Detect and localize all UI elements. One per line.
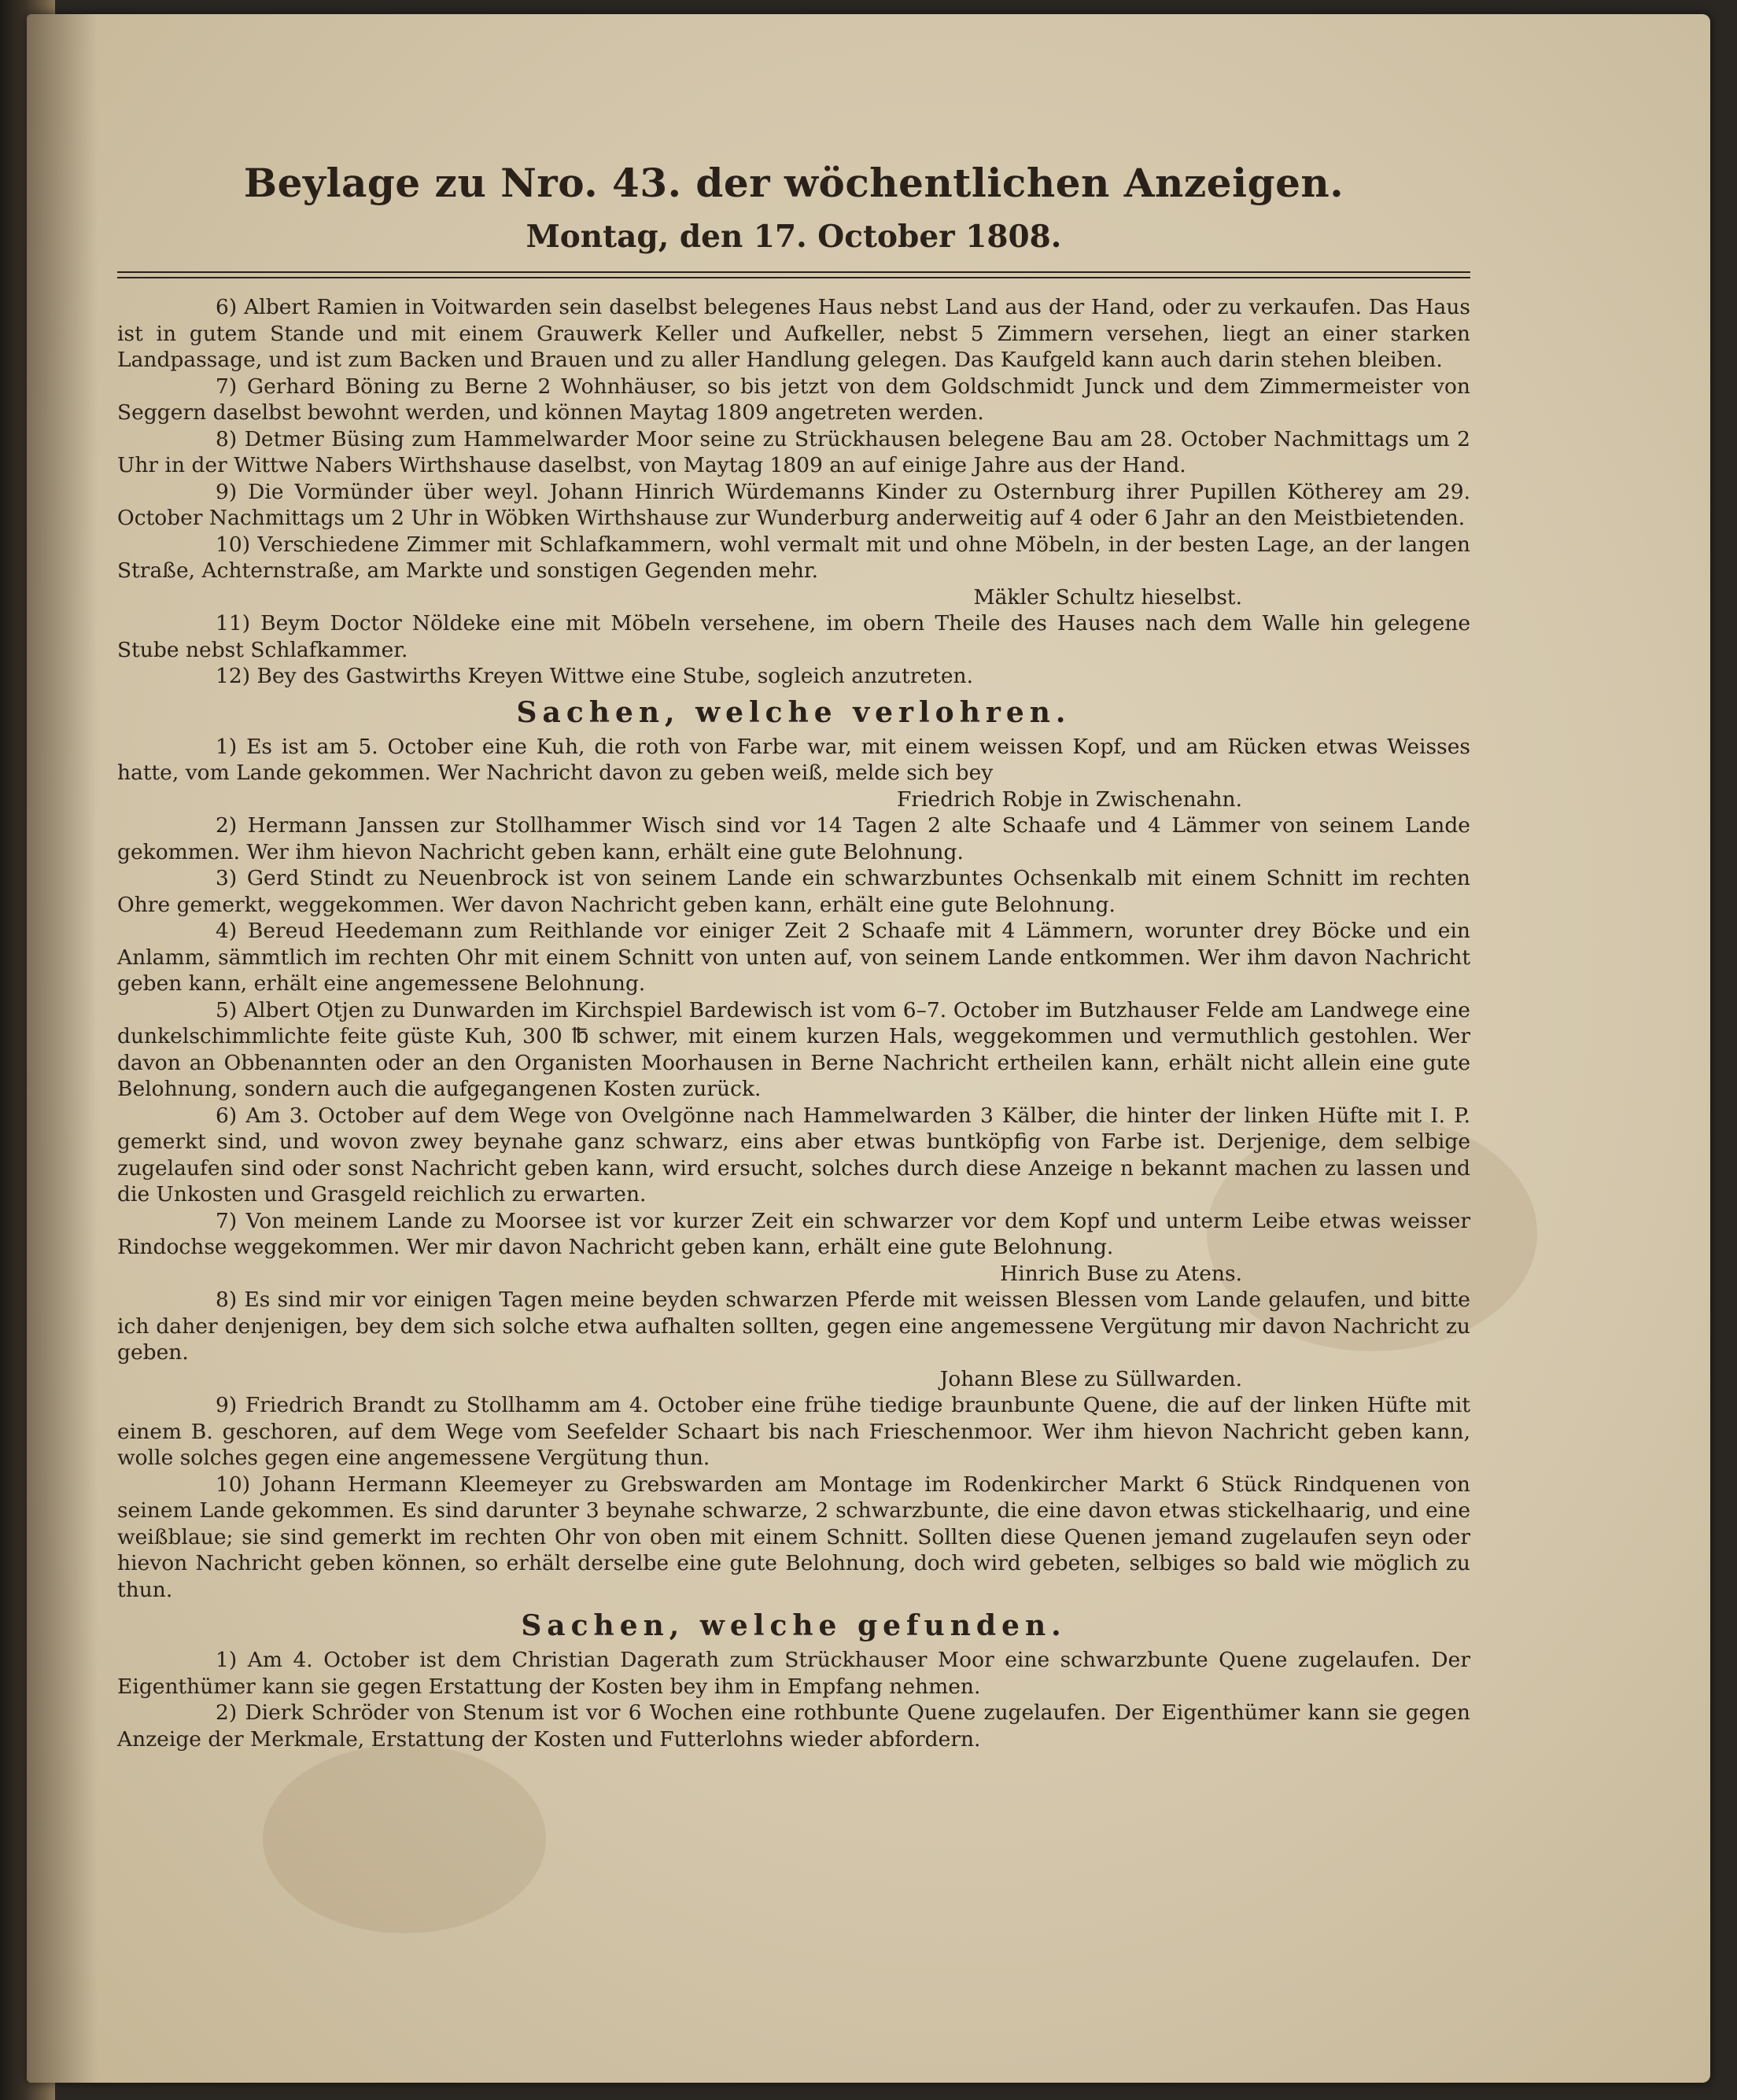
lost-entry-2: 2) Hermann Janssen zur Stollhammer Wisch sind vor 14 Tagen 2 alte Schaafe und 4 Lämmer von seinem Lande gekommen. Wer ihm hievon Nachricht geben kann, erhält eine gute Belohnung. [117,813,1470,864]
lost-entry-3: 3) Gerd Stindt zu Neuenbrock ist von seinem Lande ein schwarzbuntes Ochsenkalb mit einem Schnitt im rechten Ohre gemerkt, weggekommen. Wer davon Nachricht geben kann, erhält eine gute Belohnung. [117,866,1470,917]
entry-11: 11) Beym Doctor Nöldeke eine mit Möbeln versehene, im obern Theile des Hauses nach dem Walle hin gelegene Stube nebst Schlafkammer. [117,611,1470,662]
header-rule [117,271,1470,278]
found-entry-1: 1) Am 4. October ist dem Christian Dagerath zum Strückhauser Moor eine schwarzbunte Quene zugelaufen. Der Eigenthümer kann sie gegen Erstattung der Kosten bey ihm in Empfang nehmen. [117,1648,1470,1699]
entry-10-signature: Mäkler Schultz hieselbst. [973,584,1242,610]
document-page [27,14,1710,2083]
lost-entry-7-signature: Hinrich Buse zu Atens. [1000,1261,1242,1286]
document-date: Montag, den 17. October 1808. [526,219,1062,255]
entry-9: 9) Die Vormünder über weyl. Johann Hinrich Würdemanns Kinder zu Osternburg ihrer Pupillen Kötherey am 29. October Nachmittags um 2 Uhr in Wöbken Wirthshause zur Wunderburg anderweitig auf 4 oder 6 Jahr an den Meistbietenden. [117,479,1470,530]
lost-entry-8: 8) Es sind mir vor einigen Tagen meine beyden schwarzen Pferde mit weissen Blessen vom Lande gelaufen, und bitte ich daher denjenigen, bey dem sich solche etwa aufhalten sollten, gegen eine angemessene Vergütung mir davon Nachricht zu geben. [117,1288,1470,1365]
entry-7: 7) Gerhard Böning zu Berne 2 Wohnhäuser, so bis jetzt von dem Goldschmidt Junck und dem Zimmermeister von Seggern daselbst bewohnt werden, und können Maytag 1809 angetreten werden. [117,374,1470,425]
page-gutter-shadow [27,14,98,2083]
entries-found [117,1647,1470,1752]
document-body [117,160,1470,1752]
entry-10: 10) Verschiedene Zimmer mit Schlafkammern, wohl vermalt mit und ohne Möbeln, in der besten Lage, an der langen Straße, Achternstraße, am Markte und sonstigen Gegenden mehr. [117,532,1470,583]
section-heading-lost: Sachen, welche verlohren. [516,695,1071,729]
entry-6: 6) Albert Ramien in Voitwarden sein daselbst belegenes Haus nebst Land aus der Hand, oder zu verkaufen. Das Haus ist in gutem Stande und mit einem Grauwerk Keller und Aufkeller, nebst 5 Zimmern versehen, liegt an einer starken Landpassage, und ist zum Backen und Brauen und zu aller Handlung gelegen. Das Kaufgeld kann auch darin stehen bleiben. [117,295,1470,372]
paper-stain [263,1744,546,1933]
found-entry-2: 2) Dierk Schröder von Stenum ist vor 6 Wochen eine rothbunte Quene zugelaufen. Der Eigenthümer kann sie gegen Anzeige der Merkmale, Erstattung der Kosten und Futterlohns wieder abfordern. [117,1700,1470,1752]
entries-lost [117,734,1470,1604]
entries-top [117,294,1470,690]
section-heading-found: Sachen, welche gefunden. [521,1609,1067,1642]
entry-8: 8) Detmer Büsing zum Hammelwarder Moor seine zu Strückhausen belegene Bau am 28. October Nachmittags um 2 Uhr in der Wittwe Nabers Wirthshause daselbst, von Maytag 1809 an auf einige Jahre aus der Hand. [117,426,1470,477]
lost-entry-8-signature: Johann Blese zu Süllwarden. [939,1366,1242,1391]
lost-entry-6: 6) Am 3. October auf dem Wege von Ovelgönne nach Hammelwarden 3 Kälber, die hinter der linken Hüfte mit I. P. gemerkt sind, und wovon zwey beynahe ganz schwarz, eins aber etwas buntköpfig von Farbe ist. Derjenige, dem selbige zugelaufen sind oder sonst Nachricht geben kann, wird ersucht, solches durch diese Anzeige n bekannt machen zu lassen und die Unkosten und Grasgeld reichlich zu erwarten. [117,1103,1470,1207]
lost-entry-1: 1) Es ist am 5. October eine Kuh, die roth von Farbe war, mit einem weissen Kopf, und am Rücken etwas Weisses hatte, vom Lande gekommen. Wer Nachricht davon zu geben weiß, melde sich bey [117,734,1470,785]
document-title: Beylage zu Nro. 43. der wöchentlichen Anzeigen. [243,160,1344,206]
lost-entry-1-signature: Friedrich Robje in Zwischenahn. [897,787,1242,812]
lost-entry-5: 5) Albert Otjen zu Dunwarden im Kirchspiel Bardewisch ist vom 6–7. October im Butzhauser Felde am Landwege eine dunkelschimmlichte feite güste Kuh, 300 ℔ schwer, mit einem kurzen Hals, weggekommen und vermuthlich gestohlen. Wer davon an Obbenannten oder an den Organisten Moorhausen in Berne Nachricht ertheilen kann, erhält nicht allein eine gute Belohnung, sondern auch die aufgegangenen Kosten zurück. [117,997,1470,1101]
lost-entry-9: 9) Friedrich Brandt zu Stollhamm am 4. October eine frühe tiedige braunbunte Quene, die auf der linken Hüfte mit einem B. geschoren, auf dem Wege vom Seefelder Schaart bis nach Frieschenmoor. Wer ihm hievon Nachricht geben kann, wolle solches gegen eine angemessene Vergütung thun. [117,1393,1470,1470]
lost-entry-10: 10) Johann Hermann Kleemeyer zu Grebswarden am Montage im Rodenkircher Markt 6 Stück Rindquenen von seinem Lande gekommen. Es sind darunter 3 beynahe schwarze, 2 schwarzbunte, die eine davon etwas stickelhaarig, und eine weißblaue; sie sind gemerkt im rechten Ohr von oben mit einem Schnitt. Sollten diese Quenen jemand zugelaufen seyn oder hievon Nachricht geben können, so erhält derselbe eine gute Belohnung, doch wird gebeten, selbiges so bald wie möglich zu thun. [117,1472,1470,1602]
lost-entry-7: 7) Von meinem Lande zu Moorsee ist vor kurzer Zeit ein schwarzer vor dem Kopf und unterm Leibe etwas weisser Rindochse weggekommen. Wer mir davon Nachricht geben kann, erhält eine gute Belohnung. [117,1208,1470,1259]
entry-12: 12) Bey des Gastwirths Kreyen Wittwe eine Stube, sogleich anzutreten. [216,664,974,688]
lost-entry-4: 4) Bereud Heedemann zum Reithlande vor einiger Zeit 2 Schaafe mit 4 Lämmern, worunter drey Böcke und ein Anlamm, sämmtlich im rechten Ohr mit einem Schnitt von unten auf, von seinem Lande entkommen. Wer ihm davon Nachricht geben kann, erhält eine angemessene Belohnung. [117,919,1470,996]
